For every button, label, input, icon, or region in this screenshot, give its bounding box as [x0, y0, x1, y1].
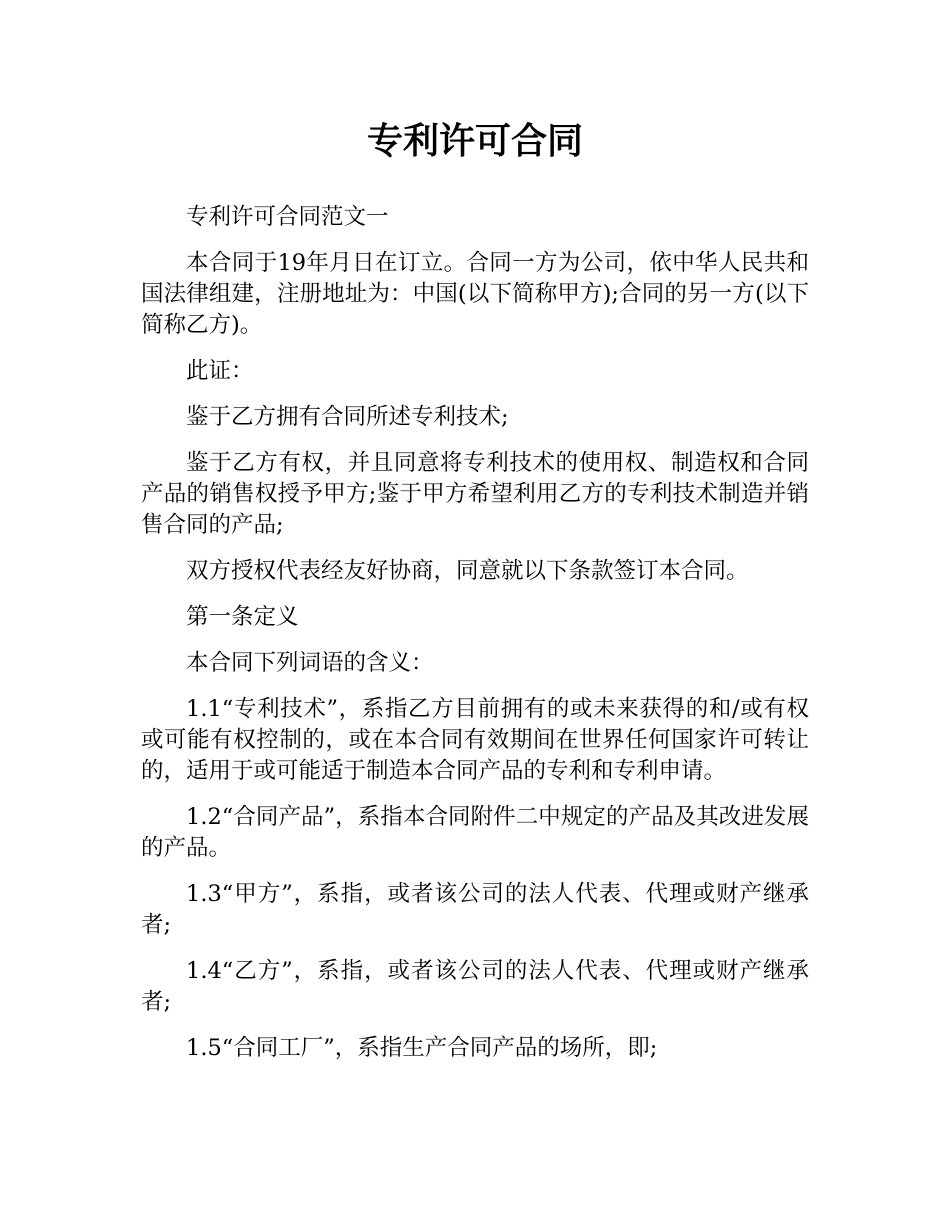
- paragraph-definitions-intro: 本合同下列词语的含义：: [186, 650, 434, 676]
- clause-1-5: 1.5“合同工厂”，系指生产合同产品的场所，即;: [186, 1035, 658, 1061]
- paragraph-agreement: 双方授权代表经友好协商，同意就以下条款签订本合同。: [186, 558, 749, 584]
- paragraph-sample-heading: 专利许可合同范文一: [186, 204, 389, 230]
- article-1-heading: 第一条定义: [186, 604, 299, 630]
- document-body: [141, 202, 809, 1079]
- paragraph-witness: 此证：: [186, 358, 254, 384]
- document-title: 专利许可合同: [366, 121, 583, 162]
- clause-1-2: 1.2“合同产品”，系指本合同附件二中规定的产品及其改进发展的产品。: [141, 804, 809, 861]
- paragraph-whereas-1: 鉴于乙方拥有合同所述专利技术;: [186, 404, 509, 430]
- clause-1-4: 1.4“乙方”，系指，或者该公司的法人代表、代理或财产继承者;: [141, 958, 809, 1015]
- clause-1-1: 1.1“专利技术”，系指乙方目前拥有的或未来获得的和/或有权或可能有权控制的，或在本合同有效期间在世界任何国家许可转让的，适用于或可能适于制造本合同产品的专利和专利申请。: [141, 696, 809, 784]
- paragraph-whereas-2: 鉴于乙方有权，并且同意将专利技术的使用权、制造权和合同产品的销售权授予甲方;鉴于甲方希望利用乙方的专利技术制造并销售合同的产品;: [141, 450, 809, 538]
- clause-1-3: 1.3“甲方”，系指，或者该公司的法人代表、代理或财产继承者;: [141, 881, 809, 938]
- paragraph-preamble: 本合同于19年月日在订立。合同一方为公司，依中华人民共和国法律组建，注册地址为：中国(以下简称甲方);合同的另一方(以下简称乙方)。: [141, 250, 809, 338]
